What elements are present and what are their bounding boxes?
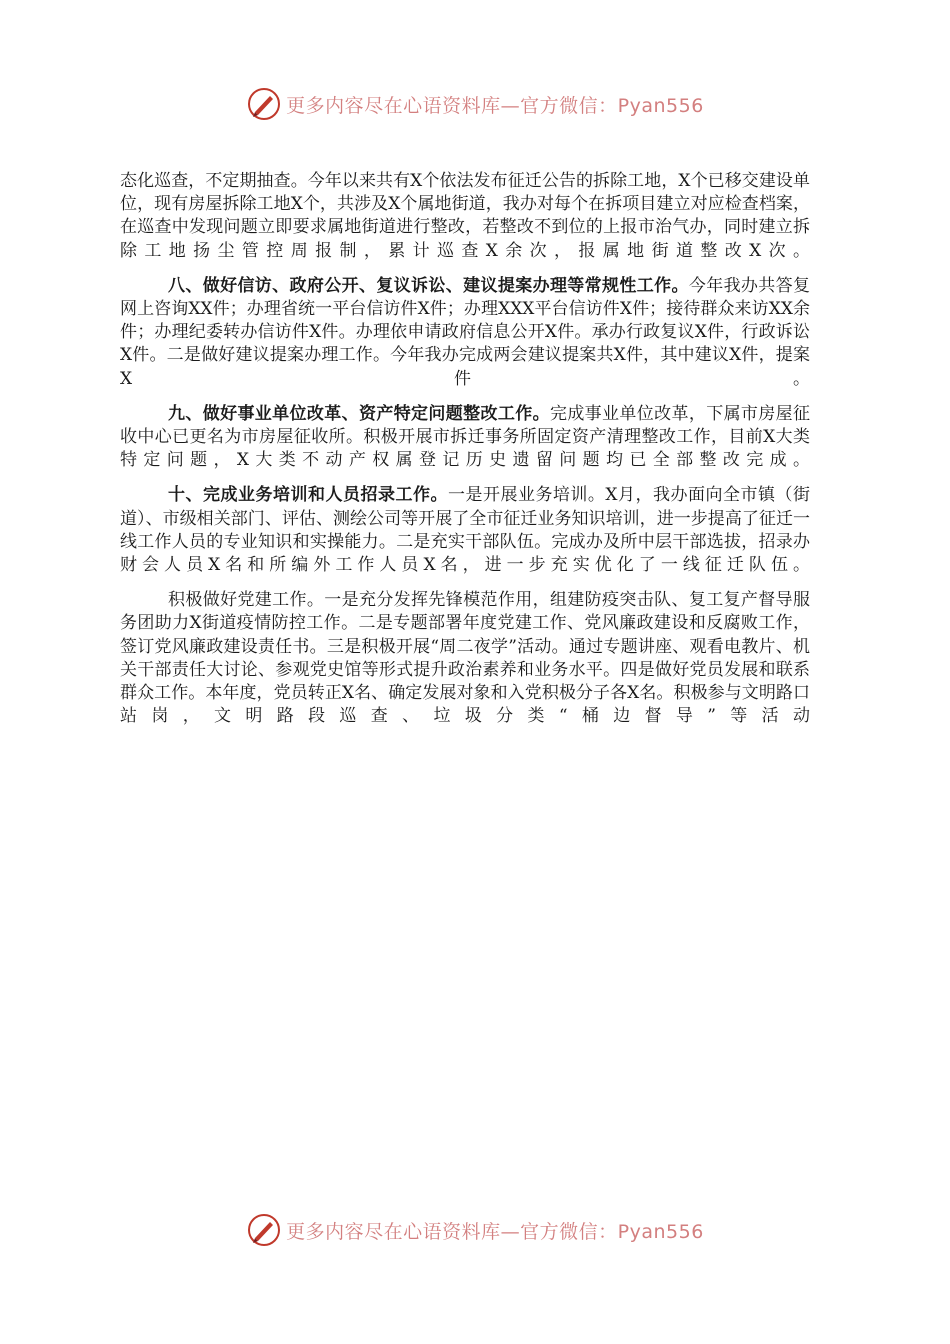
banner-text: 更多内容尽在心语资料库—官方微信：Pyan556 [286,94,704,117]
footer-banner [0,1210,950,1250]
paragraph-3: 九、做好事业单位改革、资产特定问题整改工作。完成事业单位改革，下属市房屋征收中心已更名为市房屋征收所。积极开展市拆迁事务所固定资产清理整改工作，目前X大类特定问题，X大类不动产权属登记历史遗留问题均已全部整改完成。 [120,403,811,471]
paragraph-4: 十、完成业务培训和人员招录工作。一是开展业务培训。X月，我办面向全市镇（街道）、市级相关部门、评估、测绘公司等开展了全市征迁业务知识培训，进一步提高了征迁一线工作人员的专业知识和实操能力。二是充实干部队伍。完成办及所中层干部选拔，招录办财会人员X名和所编外工作人员X名，进一步充实优化了一线征迁队伍。 [120,485,810,576]
pen-logo-icon [246,86,282,122]
paragraph-2: 八、做好信访、政府公开、复议诉讼、建议提案办理等常规性工作。今年我办共答复网上咨询XX件；办理省统一平台信访件X件；办理XXX平台信访件X件；接待群众来访XX余件；办理纪委转办信访件X件。办理依申请政府信息公开X件。承办行政复议X件，行政诉讼X件。二是做好建议提案办理工作。今年我办完成两会建议提案共X件，其中建议X件，提案X件。 [120,275,811,389]
paragraph-5: 积极做好党建工作。一是充分发挥先锋模范作用，组建防疫突击队、复工复产督导服务团助力X街道疫情防控工作。二是专题部署年度党建工作、党风廉政建设和反腐败工作，签订党风廉政建设责任书。三是积极开展“周二夜学”活动。通过专题讲座、观看电教片、机关干部责任大讨论、参观党史馆等形式提升政治素养和业务水平。四是做好党员发展和联系群众工作。本年度，党员转正X名、确定发展对象和入党积极分子各X名。积极参与文明路口站岗，文明路段巡查、垃圾分类“桶边督导”等活动 [120,590,810,727]
pen-logo-icon [246,1212,282,1248]
document-body [120,170,810,740]
header-banner [0,84,950,124]
paragraph-1: 态化巡查，不定期抽查。今年以来共有X个依法发布征迁公告的拆除工地，X个已移交建设单位，现有房屋拆除工地X个，共涉及X个属地街道，我办对每个在拆项目建立对应检查档案，在巡查中发现问题立即要求属地街道进行整改，若整改不到位的上报市治气办，同时建立拆除工地扬尘管控周报制，累计巡查X余次，报属地街道整改X次。 [120,171,810,261]
banner-text: 更多内容尽在心语资料库—官方微信：Pyan556 [286,1220,704,1243]
